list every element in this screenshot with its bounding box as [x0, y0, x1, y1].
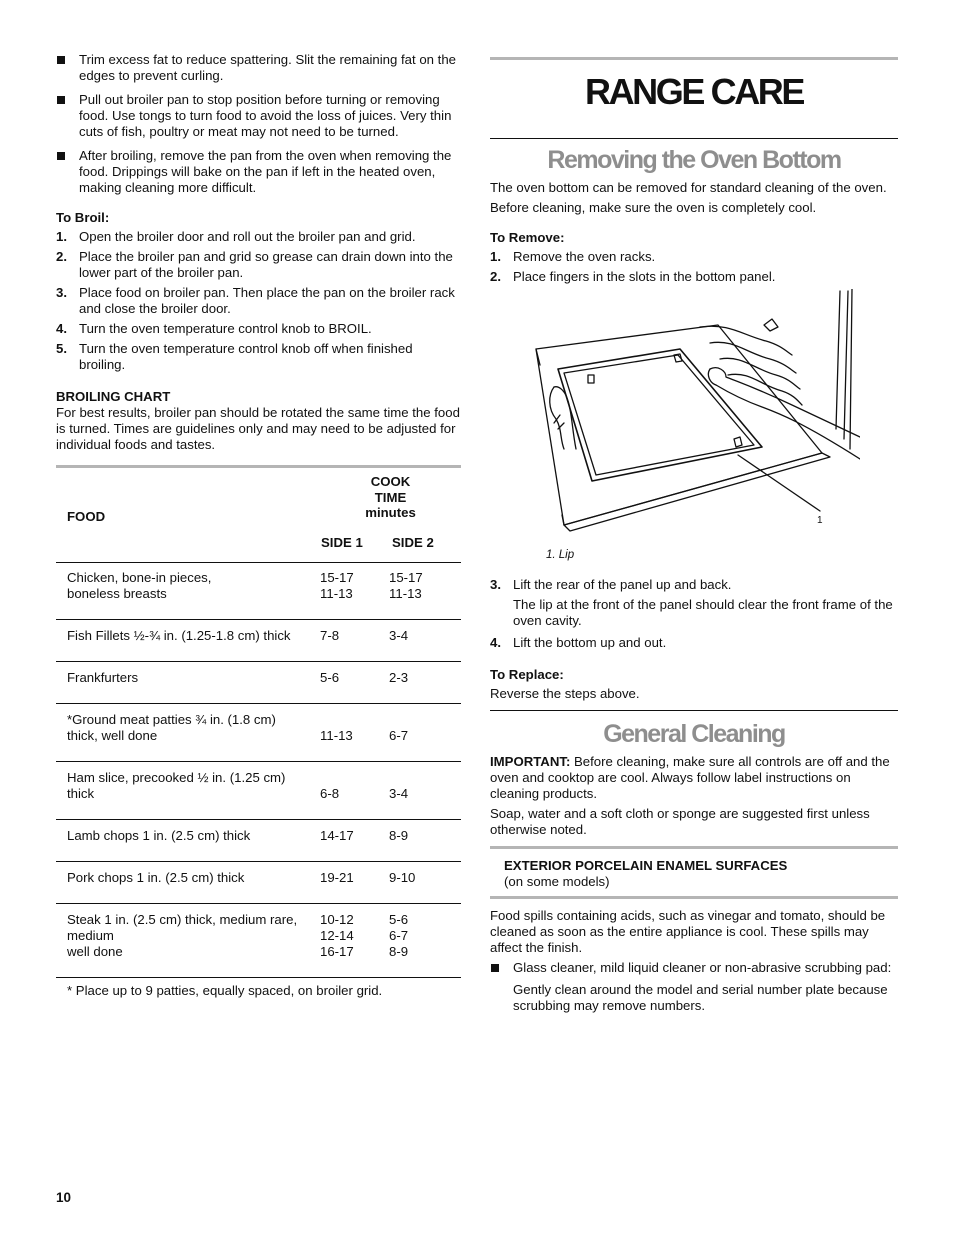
- paragraph: Reverse the steps above.: [490, 686, 640, 701]
- spacer: [320, 770, 389, 786]
- table-row: [56, 619, 461, 661]
- list-item: [490, 960, 898, 1014]
- subbox-content: [490, 849, 898, 896]
- step-number: 5.: [56, 341, 67, 356]
- subsection-subtitle: (on some models): [504, 874, 610, 889]
- important-text: Before cleaning, make sure all controls are off and the oven and cooktop are cool. Always follow label instructions on cleaning products.: [490, 754, 890, 801]
- cell-food: [56, 562, 320, 619]
- cell-s2: [389, 761, 461, 819]
- cell-text: 8-9: [389, 827, 409, 843]
- cell-text: *Ground meat patties ¾ in. (1.8 cm): [67, 711, 276, 727]
- list-item: [490, 577, 898, 629]
- minutes-label: minutes: [365, 505, 416, 520]
- cleaning-list: [490, 960, 898, 1014]
- time-label: TIME: [374, 489, 407, 505]
- step-text: Lift the rear of the panel up and back.: [513, 577, 732, 592]
- bullet-note: Gently clean around the model and serial number plate because scrubbing may remove numbers.: [513, 982, 888, 1013]
- cell-text: 12-14: [320, 927, 354, 943]
- cell-text: 11-13: [389, 585, 422, 601]
- table-row: [56, 861, 461, 903]
- figure-caption: 1. Lip: [546, 549, 575, 561]
- cell-text: 15-17: [320, 569, 354, 585]
- cell-text: 6-7: [389, 727, 409, 743]
- table-row: [56, 819, 461, 861]
- step-number: 1.: [490, 249, 501, 264]
- cell-text: 14-17: [320, 827, 354, 843]
- cell-s1: [320, 903, 389, 977]
- divider: [490, 896, 898, 899]
- callout-number: 1: [817, 515, 823, 526]
- divider: [490, 138, 898, 139]
- list-item: [56, 341, 462, 373]
- column-header-cook-time: [320, 467, 461, 535]
- cell-s2: [389, 661, 461, 703]
- paragraph: Soap, water and a soft cloth or sponge are suggested first unless otherwise noted.: [490, 806, 870, 837]
- step-text: Place the broiler pan and grid so grease can drain down into the lower part of the broiler pan.: [79, 249, 453, 280]
- column-header-side-1: SIDE 1: [321, 534, 363, 550]
- paragraph: Food spills containing acids, such as vinegar and tomato, should be cleaned as soon as the entire appliance is cool. These spills may affect the finish.: [490, 908, 886, 955]
- column-header-food: FOOD: [67, 508, 106, 524]
- oven-bottom-drawing: [530, 289, 860, 551]
- cell-s1: [320, 703, 389, 761]
- cell-text: 3-4: [389, 627, 409, 643]
- broiling-chart-intro: For best results, broiler pan should be rotated the same time the food is turned. Times are guidelines only and may need to be adjusted for individual foods and tastes.: [56, 405, 460, 452]
- cell-s2: [389, 819, 461, 861]
- cell-food: [56, 861, 320, 903]
- cell-text: Lamb chops 1 in. (2.5 cm) thick: [67, 827, 251, 843]
- table-header-row: [56, 467, 461, 535]
- cell-s1: [320, 562, 389, 619]
- to-remove-steps: [490, 249, 898, 285]
- spacer: [389, 712, 461, 728]
- step-text: Lift the bottom up and out.: [513, 635, 667, 650]
- step-number: 3.: [490, 577, 501, 592]
- cell-s1: [320, 861, 389, 903]
- cell-s2: [389, 861, 461, 903]
- blank-cell: [56, 535, 320, 563]
- cell-text: 11-13: [320, 585, 353, 601]
- cell-text: 15-17: [389, 569, 423, 585]
- step-number: 4.: [490, 635, 501, 650]
- section-title-removing-oven-bottom: Removing the Oven Bottom: [547, 146, 841, 174]
- paragraph: Before cleaning, make sure the oven is completely cool.: [490, 200, 817, 215]
- cell-text: Fish Fillets ½-¾ in. (1.25-1.8 cm) thick: [67, 627, 291, 643]
- table-row: [56, 703, 461, 761]
- to-replace-heading: To Replace:: [490, 667, 564, 682]
- bullet-text: Glass cleaner, mild liquid cleaner or non-abrasive scrubbing pad:: [513, 960, 892, 975]
- cell-text: Steak 1 in. (2.5 cm) thick, medium rare,: [67, 911, 298, 927]
- cell-food: [56, 761, 320, 819]
- cell-s1: [320, 619, 389, 661]
- oven-bottom-illustration: [530, 289, 860, 551]
- page-title: RANGE CARE: [584, 71, 804, 112]
- cell-s1: [320, 819, 389, 861]
- table-subheader-row: [56, 535, 461, 563]
- spacer: [389, 770, 461, 786]
- list-item: [56, 249, 462, 281]
- step-text: Place food on broiler pan. Then place the pan on the broiler rack and close the broiler door.: [79, 285, 455, 316]
- cell-text: 2-3: [389, 669, 409, 685]
- to-broil-heading: To Broil:: [56, 210, 110, 225]
- cell-s2: [389, 903, 461, 977]
- cell-text: Pork chops 1 in. (2.5 cm) thick: [67, 869, 245, 885]
- list-item: After broiling, remove the pan from the oven when removing the food. Drippings will bake on the pan if left in the heated oven, making cleaning more difficult.: [56, 148, 462, 196]
- cell-s1: [320, 661, 389, 703]
- spacer: [320, 712, 389, 728]
- to-broil-steps: [56, 229, 462, 373]
- cell-text: 19-21: [320, 869, 354, 885]
- cell-text: 7-8: [320, 627, 340, 643]
- cell-food: [56, 819, 320, 861]
- cell-text: 8-9: [389, 943, 409, 959]
- cell-food: [56, 619, 320, 661]
- cell-text: 6-8: [320, 785, 340, 801]
- important-paragraph: [490, 754, 898, 802]
- page-number: 10: [56, 1190, 72, 1205]
- step-note: The lip at the front of the panel should clear the front frame of the oven cavity.: [513, 597, 893, 628]
- list-item: [56, 229, 462, 245]
- step-number: 1.: [56, 229, 67, 244]
- list-item: Trim excess fat to reduce spattering. Slit the remaining fat on the edges to prevent curling.: [56, 52, 462, 84]
- list-item: [56, 285, 462, 317]
- cell-text: 6-7: [389, 927, 409, 943]
- column-header-side-2: SIDE 2: [392, 534, 434, 550]
- left-column: [56, 52, 462, 999]
- important-label: IMPORTANT:: [490, 754, 571, 769]
- chart-footnote: * Place up to 9 patties, equally spaced, on broiler grid.: [67, 982, 383, 998]
- list-item: [56, 321, 462, 337]
- cell-text: Ham slice, precooked ½ in. (1.25 cm): [67, 769, 286, 785]
- cell-text: medium: [67, 927, 114, 943]
- subsection-title: EXTERIOR PORCELAIN ENAMEL SURFACES: [504, 858, 788, 873]
- divider: [490, 710, 898, 711]
- broil-tips-list: [56, 52, 462, 196]
- cell-s2: [389, 562, 461, 619]
- paragraph: The oven bottom can be removed for standard cleaning of the oven.: [490, 180, 887, 195]
- cell-text: 5-6: [320, 669, 340, 685]
- cell-text: 3-4: [389, 785, 409, 801]
- cell-text: 11-13: [320, 727, 353, 743]
- broiling-chart-heading: BROILING CHART: [56, 389, 171, 404]
- to-remove-steps-continued: [490, 577, 898, 651]
- cell-food: [56, 661, 320, 703]
- cook-label: COOK: [370, 474, 411, 489]
- cell-text: 9-10: [389, 869, 416, 885]
- cell-text: thick: [67, 785, 95, 801]
- table-row: [56, 661, 461, 703]
- cell-s2: [389, 703, 461, 761]
- right-column: [490, 52, 898, 1022]
- cell-text: 16-17: [320, 943, 354, 959]
- step-text: Turn the oven temperature control knob off when finished broiling.: [79, 341, 413, 372]
- list-item: Pull out broiler pan to stop position before turning or removing food. Use tongs to turn food to avoid the loss of juices. Very thin cuts of fish, poultry or meat may not need to be turned.: [56, 92, 462, 140]
- cell-text: boneless breasts: [67, 585, 167, 601]
- step-number: 4.: [56, 321, 67, 336]
- list-item: [490, 249, 898, 265]
- table-row: [56, 903, 461, 977]
- table-row: [56, 761, 461, 819]
- to-remove-heading: To Remove:: [490, 230, 565, 245]
- list-item: [490, 635, 898, 651]
- cell-s1: [320, 761, 389, 819]
- exterior-porcelain-box: [490, 846, 898, 899]
- broiling-chart-body: [56, 562, 461, 977]
- cell-food: [56, 903, 320, 977]
- cell-text: well done: [67, 943, 123, 959]
- step-number: 3.: [56, 285, 67, 300]
- list-item: [490, 269, 898, 285]
- divider: [490, 57, 898, 60]
- section-title-general-cleaning: General Cleaning: [603, 720, 785, 748]
- step-text: Turn the oven temperature control knob to BROIL.: [79, 321, 372, 336]
- cell-food: [56, 703, 320, 761]
- cell-text: 5-6: [389, 911, 409, 927]
- step-number: 2.: [56, 249, 67, 264]
- broiling-chart-table: [56, 465, 461, 978]
- step-text: Place fingers in the slots in the bottom panel.: [513, 269, 776, 284]
- step-text: Open the broiler door and roll out the broiler pan and grid.: [79, 229, 416, 244]
- step-text: Remove the oven racks.: [513, 249, 656, 264]
- step-number: 2.: [490, 269, 501, 284]
- cell-text: 10-12: [320, 911, 354, 927]
- table-row: [56, 562, 461, 619]
- cell-text: Chicken, bone-in pieces,: [67, 569, 212, 585]
- cell-s2: [389, 619, 461, 661]
- cell-text: Frankfurters: [67, 669, 139, 685]
- cell-text: thick, well done: [67, 727, 158, 743]
